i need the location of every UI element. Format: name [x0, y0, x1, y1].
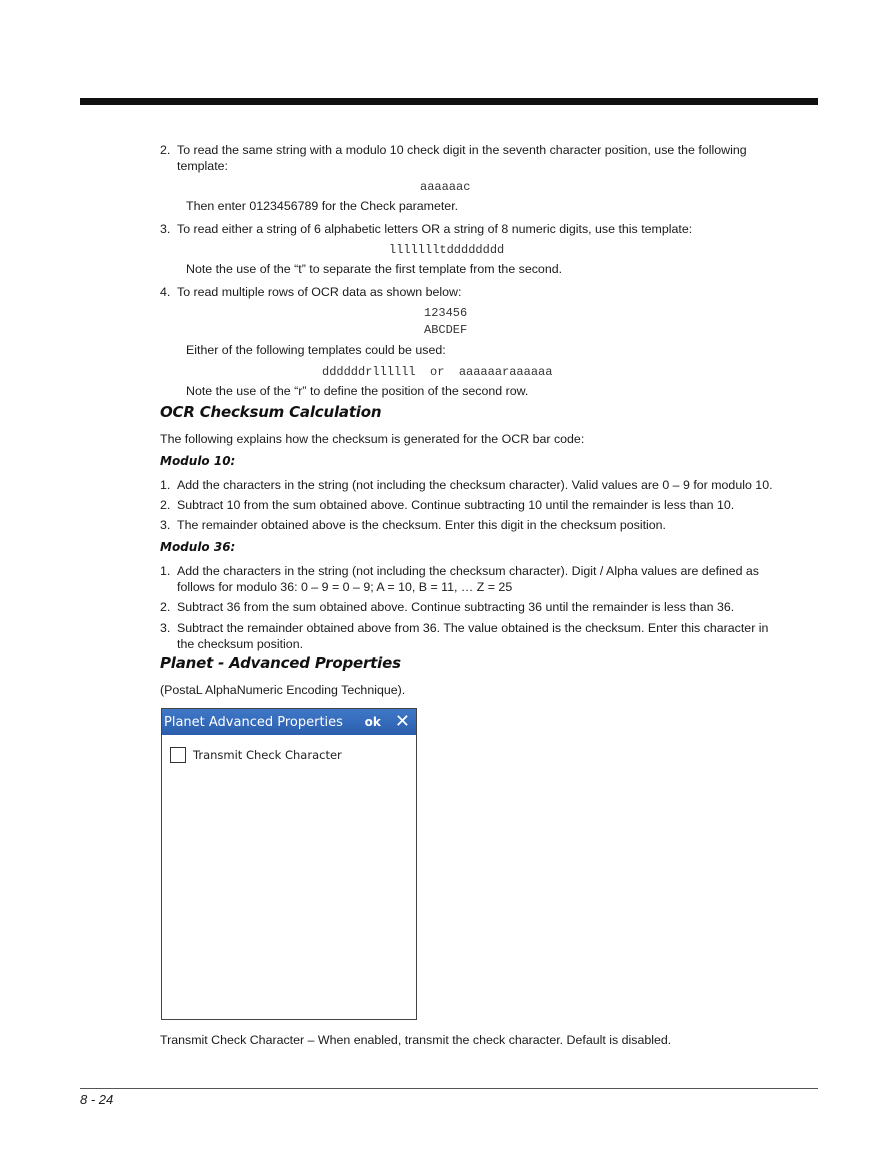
subheading-modulo-36: Modulo 36:: [160, 540, 236, 554]
mod36-step-1-cont: follows for modulo 36: 0 – 9 = 0 – 9; A = 10, B = 11, … Z = 25: [177, 580, 513, 594]
list-item-2-cont: template:: [177, 159, 228, 173]
list-item-2: 2. To read the same string with a modulo 10 check digit in the seventh character position, use the following: [160, 143, 747, 157]
code-sample-row1: 123456: [424, 306, 468, 320]
close-icon[interactable]: ✕: [394, 711, 410, 732]
dialog-titlebar: [162, 709, 416, 735]
mod36-step-3-cont: the checksum position.: [177, 637, 304, 651]
mod36-step-3: 3. Subtract the remainder obtained above from 36. The value obtained is the checksum. Enter this character in: [160, 621, 769, 635]
page-number: 8 - 24: [80, 1092, 114, 1107]
note-text: Either of the following templates could be used:: [186, 343, 446, 357]
header-rule: [80, 98, 818, 105]
transmit-check-character-checkbox[interactable]: [170, 747, 186, 763]
mod36-step-2: 2. Subtract 36 from the sum obtained above. Continue subtracting 36 until the remainder is less than 36.: [160, 600, 735, 614]
transmit-check-character-option[interactable]: [170, 747, 342, 763]
ok-button[interactable]: ok: [364, 715, 381, 729]
note-text: Then enter 0123456789 for the Check parameter.: [186, 199, 459, 213]
subheading-modulo-10: Modulo 10:: [160, 454, 236, 468]
dialog-title: Planet Advanced Properties: [164, 714, 343, 730]
note-text: Note the use of the “r” to define the position of the second row.: [186, 384, 529, 398]
code-template: llllllltdddddddd: [389, 243, 505, 257]
mod10-step-1: 1. Add the characters in the string (not including the checksum character). Valid values are 0 – 9 for modulo 10.: [160, 478, 773, 492]
footer-rule: [80, 1088, 818, 1089]
code-template: aaaaaac: [420, 180, 471, 194]
section-heading-ocr-checksum: OCR Checksum Calculation: [160, 403, 382, 421]
mod10-step-3: 3. The remainder obtained above is the checksum. Enter this digit in the checksum position.: [160, 518, 667, 532]
list-item-3: 3. To read either a string of 6 alphabetic letters OR a string of 8 numeric digits, use this template:: [160, 222, 693, 236]
planet-caption: Transmit Check Character – When enabled, transmit the check character. Default is disabled.: [160, 1033, 672, 1047]
code-template: ddddddrllllll or aaaaaaraaaaaa: [322, 365, 553, 379]
planet-intro: (PostaL AlphaNumeric Encoding Technique).: [160, 683, 406, 697]
checkbox-label: Transmit Check Character: [193, 748, 342, 762]
section-heading-planet: Planet - Advanced Properties: [160, 654, 401, 672]
list-item-4: 4. To read multiple rows of OCR data as shown below:: [160, 285, 462, 299]
mod36-step-1: 1. Add the characters in the string (not including the checksum character). Digit / Alpha values are defined as: [160, 564, 759, 578]
note-text: Note the use of the “t” to separate the first template from the second.: [186, 262, 563, 276]
ocr-intro: The following explains how the checksum is generated for the OCR bar code:: [160, 432, 585, 446]
planet-properties-dialog: [161, 708, 417, 1020]
code-sample-row2: ABCDEF: [424, 323, 468, 337]
mod10-step-2: 2. Subtract 10 from the sum obtained above. Continue subtracting 10 until the remainder is less than 10.: [160, 498, 735, 512]
